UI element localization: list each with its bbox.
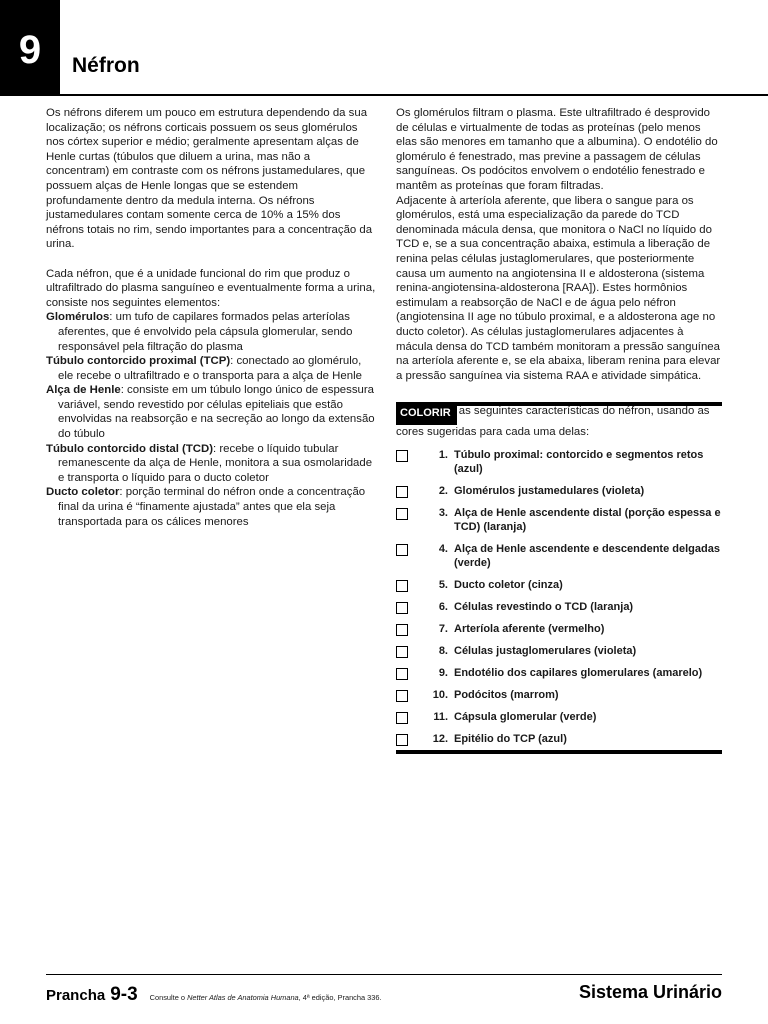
item-number: 3. xyxy=(438,507,448,519)
coloring-item-1 xyxy=(396,448,722,476)
term-tcp xyxy=(46,354,376,383)
term-label: Ducto coletor xyxy=(46,486,120,499)
reference-note xyxy=(150,993,382,1002)
item-number: 5. xyxy=(438,579,448,591)
chapter-number: 9 xyxy=(0,0,60,96)
term-ducto-coletor xyxy=(46,485,376,529)
term-tcd xyxy=(46,442,376,486)
item-number: 10. xyxy=(432,689,448,701)
plate-label: Prancha xyxy=(46,987,106,1004)
item-label: Células justaglomerulares (violeta) xyxy=(454,645,637,657)
term-description: : consiste em um túbulo longo único de espessura variável, sendo revestido por células epiteliais que estão envolvidas na reabsorção e na secreção ao longo da extensão do túbulo xyxy=(58,384,375,441)
intro-paragraph: Os néfrons diferem um pouco em estrutura dependendo da sua localização; os néfrons corticais possuem os seus glomérulos nos córtex superior e médio; geralmente apresentam alças de Henle curtas (túbulos que diluem a urina, mas não a concentram) em contraste com os néfrons justamedulares, que possuem alças de Henle longas que se estendem profundamente dentro da medula interna. Os néfrons justamedulares contam somente cerca de 10% a 15% dos néfrons totais no rim, sendo importantes para a concentração da urina. xyxy=(46,107,373,251)
reference-prefix: Consulte o xyxy=(149,993,188,1002)
coloring-item-7 xyxy=(396,622,722,636)
coloring-item-6 xyxy=(396,600,722,614)
plate-number: 9-3 xyxy=(110,984,138,1005)
item-label: Endotélio dos capilares glomerulares (amarelo) xyxy=(454,667,703,679)
checkbox[interactable] xyxy=(396,668,408,680)
term-alca-henle xyxy=(46,383,376,441)
item-label: Células revestindo o TCD (laranja) xyxy=(454,601,634,613)
checkbox[interactable] xyxy=(396,646,408,658)
item-number: 8. xyxy=(438,645,448,657)
elements-paragraph: Cada néfron, que é a unidade funcional do rim que produz o ultrafiltrado do plasma sanguíneo e eventualmente forma a urina, consiste nos seguintes elementos: xyxy=(46,267,376,309)
coloring-item-5 xyxy=(396,578,722,592)
right-column xyxy=(396,106,722,383)
term-label: Alça de Henle xyxy=(46,384,121,397)
term-label: Túbulo contorcido distal (TCD) xyxy=(46,442,214,455)
checkbox[interactable] xyxy=(396,450,408,462)
checkbox[interactable] xyxy=(396,508,408,520)
term-description: : conectado ao glomérulo, ele recebe o ultrafiltrado e o transporta para a alça de Henle xyxy=(58,355,362,382)
header-rule xyxy=(60,94,768,96)
item-label: Glomérulos justamedulares (violeta) xyxy=(454,485,645,497)
item-number: 1. xyxy=(438,449,448,461)
term-glomerulos xyxy=(46,310,376,354)
checkbox[interactable] xyxy=(396,690,408,702)
checkbox[interactable] xyxy=(396,624,408,636)
item-label: Alça de Henle ascendente e descendente delgadas (verde) xyxy=(454,543,720,569)
term-description: : um tufo de capilares formados pelas arteríolas aferentes, que é envolvido pela cápsula glomerular, sendo responsável pela filtração do plasma xyxy=(58,311,353,353)
colorir-badge: COLORIR xyxy=(396,404,457,425)
footer-rule xyxy=(46,974,722,975)
coloring-item-9 xyxy=(396,666,722,680)
checkbox[interactable] xyxy=(396,712,408,724)
item-label: Epitélio do TCP (azul) xyxy=(454,733,567,745)
reference-suffix: , 4ª edição, Prancha 336. xyxy=(298,993,382,1002)
filtration-paragraph: Os glomérulos filtram o plasma. Este ultrafiltrado é desprovido de células e virtualmente de todas as proteínas (pelo menos elas são menores em tamanho que a albumina). O endotélio do glomérulo é fenestrado, mas previne a passagem de células sanguíneas. Os podócitos envolvem o endotélio fenestrado e mantêm as proteínas que foram filtradas. xyxy=(396,107,718,192)
coloring-item-8 xyxy=(396,644,722,658)
checkbox[interactable] xyxy=(396,544,408,556)
item-number: 7. xyxy=(438,623,448,635)
macula-densa-paragraph: Adjacente à arteríola aferente, que libera o sangue para os glomérulos, está uma especialização da parede do TCD denominada mácula densa, que monitora o NaCl no líquido do TCD e, se a sua concentração abaixa, estimula a liberação de renina pelas células justaglomerulares, que posteriormente causa um aumento na angiotensina II e aldosterona (sistema renina-angiotensina-aldosterona [RAA]). Estes hormônios estimulam a reabsorção de NaCl e de água pelo néfron (angiotensina II age no túbulo proximal, e a aldosterona age no ducto coletor). As células justaglomerulares adjacentes à mácula densa do TCD também monitoram a pressão sanguínea na arteríola aferente e, se ela abaixa, liberam renina para elevar a pressão sanguínea via sistema RAA e atividade simpática. xyxy=(396,194,721,382)
item-number: 6. xyxy=(438,601,448,613)
item-label: Arteríola aferente (vermelho) xyxy=(454,623,605,635)
coloring-item-4 xyxy=(396,542,722,570)
coloring-item-12 xyxy=(396,732,722,746)
item-number: 12. xyxy=(432,733,448,745)
coloring-list xyxy=(396,448,722,745)
item-label: Podócitos (marrom) xyxy=(454,689,559,701)
term-label: Túbulo contorcido proximal (TCP) xyxy=(46,355,231,368)
coloring-instructions xyxy=(396,404,722,440)
coloring-item-11 xyxy=(396,710,722,724)
coloring-item-2 xyxy=(396,484,722,498)
term-description: : porção terminal do néfron onde a concentração final da urina é “finamente ajustada” antes que ela seja transportada para os cálices menores xyxy=(58,486,366,528)
coloring-intro-text: as seguintes características do néfron, usando as cores sugeridas para cada uma delas: xyxy=(396,405,710,438)
footer-plate xyxy=(46,984,382,1006)
coloring-item-10 xyxy=(396,688,722,702)
checkbox[interactable] xyxy=(396,486,408,498)
item-label: Alça de Henle ascendente distal (porção espessa e TCD) (laranja) xyxy=(454,507,721,533)
term-label: Glomérulos xyxy=(46,311,110,324)
coloring-item-3 xyxy=(396,506,722,534)
item-label: Ducto coletor (cinza) xyxy=(454,579,563,591)
page-title: Néfron xyxy=(72,54,140,77)
item-number: 11. xyxy=(433,711,448,723)
item-number: 9. xyxy=(438,667,448,679)
checkbox[interactable] xyxy=(396,734,408,746)
item-label: Túbulo proximal: contorcido e segmentos retos (azul) xyxy=(454,449,704,475)
item-number: 2. xyxy=(438,485,448,497)
checkbox[interactable] xyxy=(396,602,408,614)
coloring-bottom-rule xyxy=(396,750,722,754)
item-number: 4. xyxy=(438,543,448,555)
term-description: : recebe o líquido tubular remanescente da alça de Henle, monitora a sua osmolaridade e transporta o líquido para o ducto coletor xyxy=(58,442,373,484)
reference-book: Netter Atlas de Anatomia Humana xyxy=(187,993,299,1002)
left-column xyxy=(46,106,376,529)
item-label: Cápsula glomerular (verde) xyxy=(454,711,597,723)
section-title: Sistema Urinário xyxy=(578,982,722,1002)
checkbox[interactable] xyxy=(396,580,408,592)
